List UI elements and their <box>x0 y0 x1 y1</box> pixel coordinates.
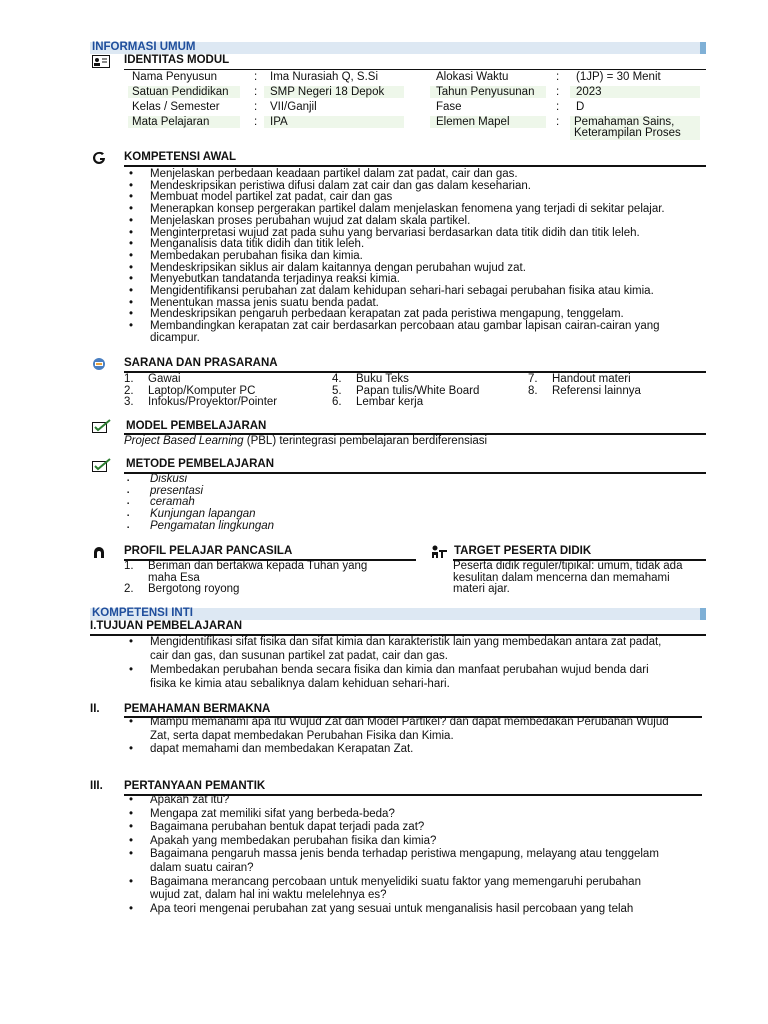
item-number: 7. <box>528 373 538 385</box>
value: 2023 <box>576 86 602 98</box>
pemahaman-title: PEMAHAMAN BERMAKNA <box>124 703 271 715</box>
colon: : <box>556 101 560 113</box>
list-item: • Menjelaskan proses perubahan wujud zat dalam skala partikel. <box>124 216 720 228</box>
list-item: • Mendeskripsikan peristiwa difusi dalam zat cair dan gas dalam keseharian. <box>124 181 720 193</box>
informasi-umum-label: INFORMASI UMUM <box>92 41 196 53</box>
list-item <box>528 386 641 398</box>
value: (1JP) = 30 Menit <box>576 71 661 83</box>
person-icon <box>92 545 106 559</box>
list-item: • Menginterpretasi wujud zat pada suhu yang bervariasi berdasarkan data titik didih dan titik leleh. <box>124 228 720 240</box>
kompetensi-inti-label: KOMPETENSI INTI <box>92 607 193 619</box>
item-text: Infokus/Proyektor/Pointer <box>148 396 278 409</box>
identitas-row <box>124 115 706 141</box>
text-line: • Mampu memahami apa itu Wujud Zat dan Model Partikel? dan dapat membedakan Perubahan Wujud <box>150 716 669 728</box>
list-item: ▪ Diskusi <box>124 474 274 486</box>
label: Nama Penyusun <box>132 71 218 83</box>
pertanyaan-number: III. <box>90 780 103 792</box>
sarana-col-2 <box>332 374 479 409</box>
list-item: • Menerapkan konsep pergerakan partikel dalam menjelaskan fenomena yang terjadi di sekitar pelajar. <box>124 204 720 216</box>
model-desc: (PBL) terintegrasi pembelajaran berdiferensiasi <box>243 435 488 447</box>
label: Elemen Mapel <box>436 116 510 128</box>
metode-list <box>124 474 274 533</box>
text-line: cair dan gas, dan susunan partikel zat padat, cair dan gas. <box>150 649 448 662</box>
text-line: • Bagaimana perubahan bentuk dapat terjadi pada zat? <box>150 821 425 834</box>
sarana-col-1 <box>124 374 277 409</box>
list-item: ▪ Pengamatan lingkungan <box>124 521 274 533</box>
tujuan-list <box>124 636 720 691</box>
item-text: Bergotong royong <box>148 583 240 596</box>
text-line: Peserta didik reguler/tipikal: umum, tidak ada <box>453 560 683 572</box>
text-line: • Apakah zat itu? <box>150 794 230 806</box>
list-item: • Menentukan massa jenis suatu benda padat. <box>124 298 720 310</box>
tujuan-title: I.TUJUAN PEMBELAJARAN <box>90 620 243 632</box>
text-line: • Apakah yang membedakan perubahan fisika dan kimia? <box>150 834 437 847</box>
label: Satuan Pendidikan <box>132 86 229 98</box>
colon: : <box>254 116 258 128</box>
text-line: dalam suatu cairan? <box>150 861 254 874</box>
label: Mata Pelajaran <box>132 116 210 128</box>
text-line: • Mengapa zat memiliki sifat yang berbeda-beda? <box>150 807 395 820</box>
colon: : <box>556 116 560 128</box>
item-text: Handout materi <box>552 373 631 385</box>
tools-icon <box>92 357 106 371</box>
continuation-text: dicampur. <box>150 331 200 344</box>
section-rule <box>124 165 706 167</box>
item-text: Referensi lainnya <box>552 384 641 397</box>
value: D <box>576 101 585 113</box>
list-item: ▪ Kunjungan lapangan <box>124 509 274 521</box>
item-text: Papan tulis/White Board <box>356 384 480 397</box>
value: Pemahaman Sains, <box>574 116 675 128</box>
label: Alokasi Waktu <box>436 71 509 83</box>
text-line: materi ajar. <box>453 583 510 596</box>
item-number: 8. <box>528 384 538 397</box>
item-number: 1. <box>124 560 134 572</box>
list-item <box>124 835 720 849</box>
colon: : <box>254 71 258 83</box>
label: Fase <box>436 101 462 113</box>
list-item: ▪ ceramah <box>124 497 274 509</box>
kompetensi-awal-list <box>124 169 720 345</box>
list-item <box>124 743 720 757</box>
list-item-continuation <box>124 333 720 345</box>
list-item: • Menganalisis data titik didih dan titik leleh. <box>124 239 720 251</box>
kompetensi-inti-header <box>90 608 706 620</box>
checklist-icon <box>92 458 112 472</box>
profil-title: PROFIL PELAJAR PANCASILA <box>124 545 293 557</box>
model-title: MODEL PEMBELAJARAN <box>126 420 267 432</box>
item-number: 3. <box>124 396 134 409</box>
profil-list <box>124 561 367 596</box>
list-item <box>124 821 720 835</box>
list-item: • Membuat model partikel zat padat, cair dan gas <box>124 192 720 204</box>
text-line: • dapat memahami dan membedakan Kerapatan Zat. <box>150 743 414 756</box>
item-number: 1. <box>124 373 134 385</box>
list-item: • Menjelaskan perbedaan keadaan partikel dalam zat padat, cair dan gas. <box>124 169 720 181</box>
item-number: 4. <box>332 373 342 385</box>
value: Keterampilan Proses <box>574 127 681 139</box>
value: SMP Negeri 18 Depok <box>270 86 385 98</box>
item-text: Buku Teks <box>356 373 409 385</box>
list-item <box>124 716 720 743</box>
checklist-icon <box>92 419 112 433</box>
target-title: TARGET PESERTA DIDIK <box>454 545 592 557</box>
item-number: 5. <box>332 384 342 397</box>
text-line: Zat, serta dapat membedakan Perubahan Fisika dan Kimia. <box>150 729 454 742</box>
text-line: • Bagaimana merancang percobaan untuk menyelidiki suatu faktor yang memengaruhi perubahan <box>150 875 641 888</box>
list-item <box>124 848 720 875</box>
gear-icon <box>92 151 106 165</box>
kompetensi-awal-title: KOMPETENSI AWAL <box>124 151 237 163</box>
item-number: 2. <box>124 384 134 397</box>
item-text: Gawai <box>148 373 181 385</box>
item-text: maha Esa <box>148 571 200 584</box>
pertanyaan-list <box>124 794 720 916</box>
colon: : <box>556 86 560 98</box>
header-accent <box>700 42 706 54</box>
identitas-table <box>124 69 706 141</box>
list-item <box>124 397 277 409</box>
list-item <box>332 397 479 409</box>
list-item: • Mendeskripsikan pengaruh perbedaan kerapatan zat pada peristiwa mengapung, tenggelam. <box>124 309 720 321</box>
pemahaman-number: II. <box>90 703 100 715</box>
identitas-row <box>124 85 706 100</box>
text-line: kesulitan dalam mencerna dan memahami <box>453 571 670 584</box>
list-item: • Menyebutkan tandatanda terjadinya reaksi kimia. <box>124 274 720 286</box>
pemahaman-list <box>124 716 720 757</box>
item-number: 6. <box>332 396 342 409</box>
text-line: fisika ke kimia atau sebaliknya dalam kehiduan sehari-hari. <box>150 677 450 690</box>
list-item: • Membandingkan kerapatan zat cair berdasarkan percobaan atau gambar lapisan cairan-cairan yang <box>124 321 720 333</box>
model-name: Project Based Learning <box>124 435 244 447</box>
label: Kelas / Semester <box>132 101 220 113</box>
list-item <box>124 794 720 808</box>
target-text <box>453 561 682 596</box>
text-line: • Apa teori mengenai perubahan zat yang sesuai untuk menganalisis hasil percobaan yang telah <box>150 902 634 915</box>
colon: : <box>254 101 258 113</box>
text-line: • Bagaimana pengaruh massa jenis benda terhadap peristiwa mengapung, melayang atau tenggelam <box>150 848 659 861</box>
list-item: • Mendeskripsikan siklus air dalam kaitannya dengan perubahan wujud zat. <box>124 263 720 275</box>
colon: : <box>556 71 560 83</box>
text-line: • Membedakan perubahan benda secara fisika dan kimia dan manfaat perubahan wujud benda dari <box>150 664 649 677</box>
model-text <box>124 435 487 448</box>
value: IPA <box>270 116 288 128</box>
list-item: • Mengidentifikansi perubahan zat dalam kehidupan sehari-hari sebagai perubahan fisika atau kimia. <box>124 286 720 298</box>
list-item: ▪ presentasi <box>124 486 274 498</box>
list-item <box>124 636 720 663</box>
list-item: • Membedakan perubahan fisika dan kimia. <box>124 251 720 263</box>
pertanyaan-title: PERTANYAAN PEMANTIK <box>124 780 266 792</box>
item-text: Laptop/Komputer PC <box>148 384 256 397</box>
sarana-col-3 <box>528 374 641 397</box>
list-item <box>124 664 720 691</box>
sarana-title: SARANA DAN PRASARANA <box>124 357 278 369</box>
list-item <box>124 876 720 903</box>
metode-title: METODE PEMBELAJARAN <box>126 458 275 470</box>
identitas-row <box>124 70 706 85</box>
id-card-icon <box>92 55 110 68</box>
list-item <box>124 903 720 917</box>
teacher-icon <box>430 545 448 559</box>
header-accent <box>700 608 706 620</box>
informasi-umum-header <box>90 42 706 54</box>
list-item <box>124 808 720 822</box>
value: VII/Ganjil <box>270 101 317 113</box>
list-item <box>124 584 367 596</box>
text-line: • Mengidentifikasi sifat fisika dan sifat kimia dan karakteristik lain yang membedakan antara zat padat, <box>150 636 662 648</box>
colon: : <box>254 86 258 98</box>
value: Ima Nurasiah Q, S.Si <box>270 71 379 83</box>
item-number: 2. <box>124 583 134 596</box>
label: Tahun Penyusunan <box>436 86 535 98</box>
item-text: Beriman dan bertakwa kepada Tuhan yang <box>148 560 368 572</box>
identitas-title: IDENTITAS MODUL <box>124 54 230 66</box>
text-line: wujud zat, dalam hal ini waktu melelehnya es? <box>150 889 387 902</box>
item-text: Lembar kerja <box>356 396 424 409</box>
identitas-row <box>124 100 706 115</box>
